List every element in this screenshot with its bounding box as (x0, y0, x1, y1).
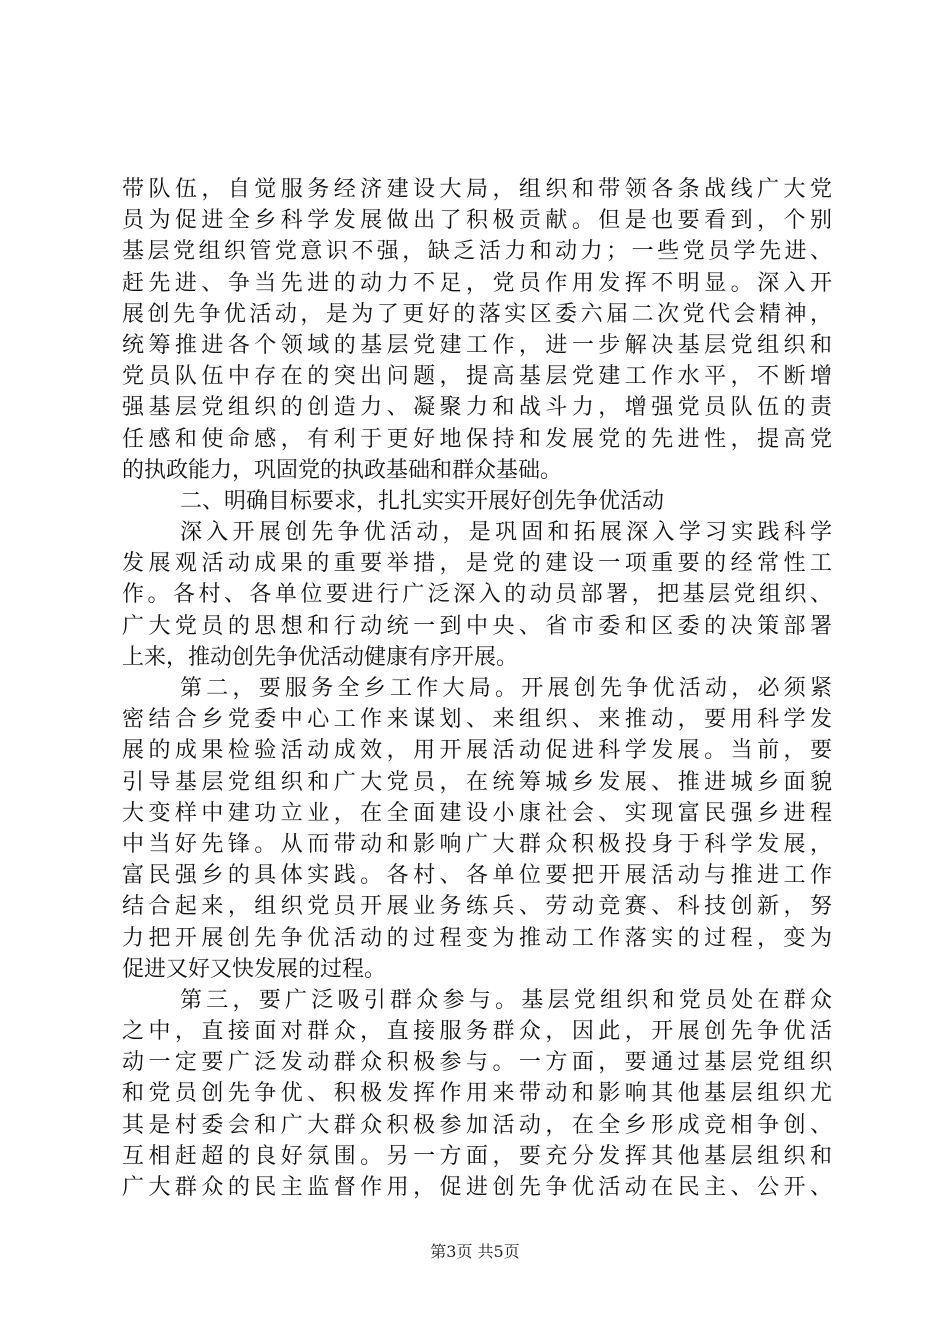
text-line: 互相赶超的良好氛围。另一方面，要充分发挥其他基层组织和 (122, 1143, 832, 1169)
text-line: 其是村委会和广大群众积极参加活动，在全乡形成竞相争创、 (122, 1112, 832, 1138)
document-body (122, 174, 832, 1203)
text-line: 第三，要广泛吸引群众参与。基层党组织和党员处在群众 (180, 987, 832, 1013)
text-line: 富民强乡的具体实践。各村、各单位要把开展活动与推进工作 (122, 863, 832, 889)
text-line: 带队伍，自觉服务经济建设大局，组织和带领各条战线广大党 (122, 177, 832, 202)
text-line: 深入开展创先争优活动，是巩固和拓展深入学习实践科学 (180, 520, 832, 546)
text-line: 密结合乡党委中心工作来谋划、来组织、来推动，要用科学发 (122, 707, 832, 733)
text-line: 大变样中建功立业，在全面建设小康社会、实现富民强乡进程 (122, 800, 832, 826)
text-line: 作。各村、各单位要进行广泛深入的动员部署，把基层党组织、 (122, 582, 832, 608)
text-line: 展的成果检验活动成效，用开展活动促进科学发展。当前，要 (122, 738, 832, 764)
text-line: 上来，推动创先争优活动健康有序开展。 (122, 644, 519, 670)
text-line: 和党员创先争优、积极发挥作用来带动和影响其他基层组织尤 (122, 1081, 832, 1107)
text-line: 力把开展创先争优活动的过程变为推动工作落实的过程，变为 (122, 925, 832, 951)
text-line: 发展观活动成果的重要举措，是党的建设一项重要的经常性工 (122, 551, 832, 577)
page-footer: 第3页 共5页 (430, 1242, 520, 1261)
text-line: 中当好先锋。从而带动和影响广大群众积极投身于科学发展， (122, 831, 832, 857)
text-line: 动一定要广泛发动群众积极参与。一方面，要通过基层党组织 (122, 1050, 832, 1076)
text-line: 促进又好又快发展的过程。 (122, 956, 387, 982)
text-line: 基层党组织管党意识不强，缺乏活力和动力；一些党员学先进、 (122, 239, 832, 265)
text-line: 引导基层党组织和广大党员，在统筹城乡发展、推进城乡面貌 (122, 769, 832, 795)
text-line: 赶先进、争当先进的动力不足，党员作用发挥不明显。深入开 (122, 270, 832, 296)
text-line: 广大党员的思想和行动统一到中央、省市委和区委的决策部署 (122, 613, 832, 639)
text-line: 任感和使命感，有利于更好地保持和发展党的先进性，提高党 (122, 426, 832, 452)
text-line: 统筹推进各个领域的基层党建工作，进一步解决基层党组织和 (122, 332, 832, 358)
text-line: 第二，要服务全乡工作大局。开展创先争优活动，必须紧 (180, 676, 832, 701)
section-heading: 二、明确目标要求，扎扎实实开展好创先争优活动 (180, 488, 665, 514)
text-line: 展创先争优活动，是为了更好的落实区委六届二次党代会精神， (122, 301, 832, 327)
text-line: 强基层党组织的创造力、凝聚力和战斗力，增强党员队伍的责 (122, 395, 832, 421)
text-line: 结合起来，组织党员开展业务练兵、劳动竞赛、科技创新，努 (122, 894, 832, 920)
text-line: 的执政能力，巩固党的执政基础和群众基础。 (122, 457, 563, 483)
text-line: 员为促进全乡科学发展做出了积极贡献。但是也要看到，个别 (122, 208, 832, 234)
text-line: 党员队伍中存在的突出问题，提高基层党建工作水平，不断增 (122, 364, 832, 390)
text-line: 之中，直接面对群众，直接服务群众，因此，开展创先争优活 (122, 1019, 832, 1045)
text-line: 广大群众的民主监督作用，促进创先争优活动在民主、公开、 (122, 1175, 832, 1200)
